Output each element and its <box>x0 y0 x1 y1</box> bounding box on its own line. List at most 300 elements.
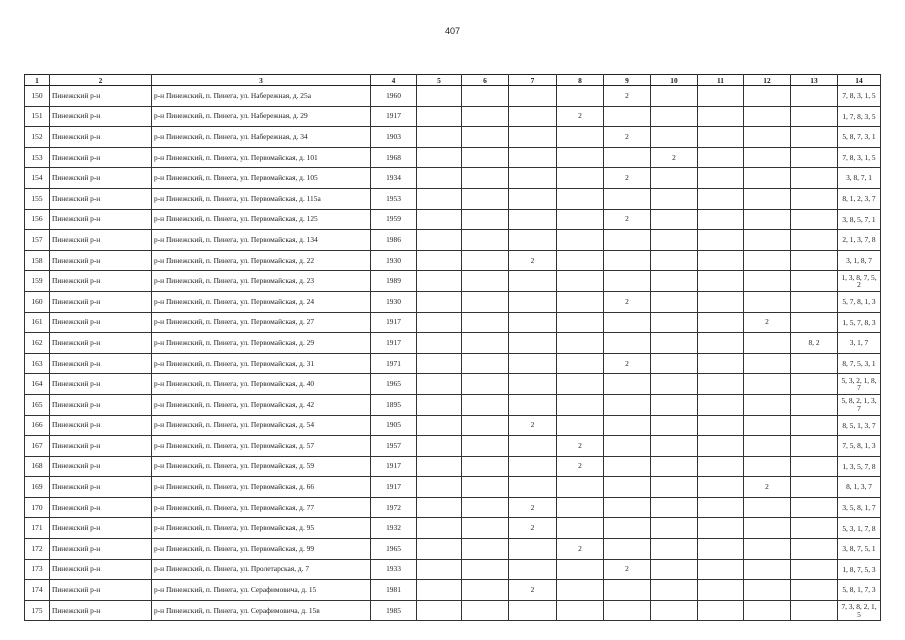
year-cell: 1917 <box>371 312 417 333</box>
mark-cell-col-8: 2 <box>557 456 604 477</box>
row-number: 160 <box>25 291 50 312</box>
mark-cell-col-8 <box>557 559 604 580</box>
mark-cell-col-11 <box>698 456 744 477</box>
mark-cell-col-8 <box>557 209 604 230</box>
mark-cell-col-13 <box>791 415 838 436</box>
mark-cell-col-8 <box>557 230 604 251</box>
address-cell: р-н Пинежский, п. Пинега, ул. Первомайская, д. 54 <box>152 415 371 436</box>
mark-cell-col-9 <box>604 456 651 477</box>
mark-cell-col-13 <box>791 518 838 539</box>
mark-cell-col-8 <box>557 374 604 395</box>
mark-cell-col-6 <box>462 456 509 477</box>
mark-cell-col-12 <box>744 353 791 374</box>
year-cell: 1917 <box>371 477 417 498</box>
mark-cell-col-6 <box>462 353 509 374</box>
mark-cell-col-11 <box>698 353 744 374</box>
district-cell: Пинежский р-н <box>50 559 152 580</box>
table-row <box>25 539 881 560</box>
table-row <box>25 271 881 292</box>
mark-cell-col-12 <box>744 559 791 580</box>
mark-cell-col-6 <box>462 209 509 230</box>
mark-cell-col-5 <box>417 539 462 560</box>
mark-cell-col-5 <box>417 600 462 621</box>
row-number: 150 <box>25 86 50 107</box>
table-row <box>25 147 881 168</box>
district-cell: Пинежский р-н <box>50 477 152 498</box>
mark-cell-col-6 <box>462 497 509 518</box>
mark-cell-col-5 <box>417 86 462 107</box>
table-row <box>25 456 881 477</box>
mark-cell-col-6 <box>462 374 509 395</box>
district-cell: Пинежский р-н <box>50 539 152 560</box>
mark-cell-col-7 <box>509 86 557 107</box>
row-number: 164 <box>25 374 50 395</box>
year-cell: 1930 <box>371 291 417 312</box>
mark-cell-col-10 <box>651 168 698 189</box>
list-cell: 3, 1, 8, 7 <box>838 250 881 271</box>
table-row <box>25 250 881 271</box>
row-number: 173 <box>25 559 50 580</box>
mark-cell-col-10 <box>651 271 698 292</box>
mark-cell-col-6 <box>462 271 509 292</box>
table-row <box>25 394 881 415</box>
address-cell: р-н Пинежский, п. Пинега, ул. Первомайская, д. 27 <box>152 312 371 333</box>
table-row <box>25 168 881 189</box>
list-cell: 1, 3, 8, 7, 5, 2 <box>838 271 881 292</box>
district-cell: Пинежский р-н <box>50 147 152 168</box>
column-header-7: 7 <box>509 75 557 86</box>
mark-cell-col-8: 2 <box>557 539 604 560</box>
mark-cell-col-9 <box>604 250 651 271</box>
data-table <box>24 74 881 621</box>
table-row <box>25 600 881 621</box>
district-cell: Пинежский р-н <box>50 333 152 354</box>
mark-cell-col-13 <box>791 250 838 271</box>
address-cell: р-н Пинежский, п. Пинега, ул. Первомайская, д. 95 <box>152 518 371 539</box>
mark-cell-col-5 <box>417 230 462 251</box>
year-cell: 1989 <box>371 271 417 292</box>
row-number: 153 <box>25 147 50 168</box>
district-cell: Пинежский р-н <box>50 415 152 436</box>
mark-cell-col-7 <box>509 147 557 168</box>
mark-cell-col-5 <box>417 127 462 148</box>
mark-cell-col-8 <box>557 333 604 354</box>
year-cell: 1968 <box>371 147 417 168</box>
mark-cell-col-7: 2 <box>509 250 557 271</box>
mark-cell-col-6 <box>462 168 509 189</box>
mark-cell-col-13 <box>791 456 838 477</box>
row-number: 154 <box>25 168 50 189</box>
mark-cell-col-5 <box>417 559 462 580</box>
mark-cell-col-13 <box>791 127 838 148</box>
mark-cell-col-11 <box>698 559 744 580</box>
mark-cell-col-13 <box>791 147 838 168</box>
mark-cell-col-8 <box>557 518 604 539</box>
year-cell: 1917 <box>371 106 417 127</box>
mark-cell-col-11 <box>698 539 744 560</box>
mark-cell-col-7: 2 <box>509 415 557 436</box>
mark-cell-col-12 <box>744 86 791 107</box>
address-cell: р-н Пинежский, п. Пинега, ул. Первомайская, д. 42 <box>152 394 371 415</box>
mark-cell-col-12 <box>744 497 791 518</box>
address-cell: р-н Пинежский, п. Пинега, ул. Первомайская, д. 125 <box>152 209 371 230</box>
year-cell: 1905 <box>371 415 417 436</box>
mark-cell-col-7: 2 <box>509 580 557 601</box>
mark-cell-col-6 <box>462 415 509 436</box>
mark-cell-col-13 <box>791 580 838 601</box>
table-row <box>25 209 881 230</box>
year-cell: 1972 <box>371 497 417 518</box>
mark-cell-col-8 <box>557 353 604 374</box>
table-row <box>25 333 881 354</box>
address-cell: р-н Пинежский, п. Пинега, ул. Первомайская, д. 24 <box>152 291 371 312</box>
mark-cell-col-12 <box>744 147 791 168</box>
row-number: 165 <box>25 394 50 415</box>
column-header-12: 12 <box>744 75 791 86</box>
mark-cell-col-12: 2 <box>744 312 791 333</box>
address-cell: р-н Пинежский, п. Пинега, ул. Серафимовича, д. 15 <box>152 580 371 601</box>
column-header-4: 4 <box>371 75 417 86</box>
mark-cell-col-7 <box>509 333 557 354</box>
mark-cell-col-11 <box>698 374 744 395</box>
mark-cell-col-13 <box>791 374 838 395</box>
mark-cell-col-6 <box>462 312 509 333</box>
mark-cell-col-10 <box>651 394 698 415</box>
table-row <box>25 312 881 333</box>
mark-cell-col-6 <box>462 539 509 560</box>
address-cell: р-н Пинежский, п. Пинега, ул. Первомайская, д. 57 <box>152 436 371 457</box>
address-cell: р-н Пинежский, п. Пинега, ул. Первомайская, д. 101 <box>152 147 371 168</box>
mark-cell-col-11 <box>698 230 744 251</box>
column-header-8: 8 <box>557 75 604 86</box>
mark-cell-col-5 <box>417 168 462 189</box>
mark-cell-col-5 <box>417 312 462 333</box>
mark-cell-col-6 <box>462 188 509 209</box>
mark-cell-col-13 <box>791 86 838 107</box>
district-cell: Пинежский р-н <box>50 518 152 539</box>
mark-cell-col-7 <box>509 539 557 560</box>
mark-cell-col-9 <box>604 518 651 539</box>
row-number: 163 <box>25 353 50 374</box>
column-header-9: 9 <box>604 75 651 86</box>
year-cell: 1986 <box>371 230 417 251</box>
mark-cell-col-12 <box>744 436 791 457</box>
mark-cell-col-7 <box>509 600 557 621</box>
row-number: 152 <box>25 127 50 148</box>
mark-cell-col-8 <box>557 415 604 436</box>
year-cell: 1934 <box>371 168 417 189</box>
mark-cell-col-9 <box>604 106 651 127</box>
year-cell: 1957 <box>371 436 417 457</box>
year-cell: 1959 <box>371 209 417 230</box>
mark-cell-col-5 <box>417 374 462 395</box>
mark-cell-col-12 <box>744 333 791 354</box>
mark-cell-col-11 <box>698 436 744 457</box>
district-cell: Пинежский р-н <box>50 353 152 374</box>
mark-cell-col-8 <box>557 580 604 601</box>
mark-cell-col-13 <box>791 312 838 333</box>
district-cell: Пинежский р-н <box>50 106 152 127</box>
year-cell: 1960 <box>371 86 417 107</box>
table-row <box>25 127 881 148</box>
row-number: 151 <box>25 106 50 127</box>
mark-cell-col-5 <box>417 353 462 374</box>
district-cell: Пинежский р-н <box>50 188 152 209</box>
mark-cell-col-12 <box>744 230 791 251</box>
column-header-14: 14 <box>838 75 881 86</box>
mark-cell-col-7 <box>509 436 557 457</box>
mark-cell-col-10 <box>651 312 698 333</box>
mark-cell-col-10 <box>651 86 698 107</box>
list-cell: 3, 8, 5, 7, 1 <box>838 209 881 230</box>
mark-cell-col-6 <box>462 518 509 539</box>
mark-cell-col-9 <box>604 580 651 601</box>
district-cell: Пинежский р-н <box>50 209 152 230</box>
mark-cell-col-12 <box>744 580 791 601</box>
address-cell: р-н Пинежский, п. Пинега, ул. Первомайская, д. 59 <box>152 456 371 477</box>
mark-cell-col-5 <box>417 188 462 209</box>
mark-cell-col-8: 2 <box>557 436 604 457</box>
mark-cell-col-13 <box>791 477 838 498</box>
year-cell: 1917 <box>371 456 417 477</box>
mark-cell-col-10 <box>651 333 698 354</box>
row-number: 157 <box>25 230 50 251</box>
mark-cell-col-5 <box>417 250 462 271</box>
year-cell: 1932 <box>371 518 417 539</box>
address-cell: р-н Пинежский, п. Пинега, ул. Первомайская, д. 77 <box>152 497 371 518</box>
mark-cell-col-9 <box>604 477 651 498</box>
mark-cell-col-9: 2 <box>604 209 651 230</box>
address-cell: р-н Пинежский, п. Пинега, ул. Первомайская, д. 99 <box>152 539 371 560</box>
mark-cell-col-12 <box>744 209 791 230</box>
mark-cell-col-6 <box>462 580 509 601</box>
mark-cell-col-10 <box>651 580 698 601</box>
mark-cell-col-11 <box>698 168 744 189</box>
list-cell: 7, 3, 8, 2, 1, 5 <box>838 600 881 621</box>
address-cell: р-н Пинежский, п. Пинега, ул. Первомайская, д. 66 <box>152 477 371 498</box>
address-cell: р-н Пинежский, п. Пинега, ул. Первомайская, д. 31 <box>152 353 371 374</box>
mark-cell-col-12 <box>744 456 791 477</box>
mark-cell-col-9 <box>604 539 651 560</box>
mark-cell-col-7 <box>509 477 557 498</box>
mark-cell-col-5 <box>417 333 462 354</box>
row-number: 169 <box>25 477 50 498</box>
row-number: 159 <box>25 271 50 292</box>
list-cell: 5, 3, 1, 7, 8 <box>838 518 881 539</box>
mark-cell-col-6 <box>462 147 509 168</box>
address-cell: р-н Пинежский, п. Пинега, ул. Серафимовича, д. 15в <box>152 600 371 621</box>
year-cell: 1903 <box>371 127 417 148</box>
mark-cell-col-13 <box>791 539 838 560</box>
district-cell: Пинежский р-н <box>50 230 152 251</box>
year-cell: 1985 <box>371 600 417 621</box>
mark-cell-col-10 <box>651 539 698 560</box>
year-cell: 1895 <box>371 394 417 415</box>
mark-cell-col-7 <box>509 230 557 251</box>
mark-cell-col-12 <box>744 518 791 539</box>
mark-cell-col-13 <box>791 436 838 457</box>
row-number: 170 <box>25 497 50 518</box>
column-header-3: 3 <box>152 75 371 86</box>
mark-cell-col-5 <box>417 456 462 477</box>
mark-cell-col-13: 8, 2 <box>791 333 838 354</box>
mark-cell-col-7: 2 <box>509 497 557 518</box>
mark-cell-col-5 <box>417 106 462 127</box>
district-cell: Пинежский р-н <box>50 312 152 333</box>
mark-cell-col-10 <box>651 353 698 374</box>
mark-cell-col-9: 2 <box>604 127 651 148</box>
year-cell: 1933 <box>371 559 417 580</box>
address-cell: р-н Пинежский, п. Пинега, ул. Набережная, д. 29 <box>152 106 371 127</box>
mark-cell-col-9 <box>604 497 651 518</box>
mark-cell-col-7 <box>509 394 557 415</box>
mark-cell-col-8 <box>557 291 604 312</box>
mark-cell-col-11 <box>698 394 744 415</box>
district-cell: Пинежский р-н <box>50 580 152 601</box>
mark-cell-col-10 <box>651 209 698 230</box>
row-number: 158 <box>25 250 50 271</box>
table-row <box>25 559 881 580</box>
district-cell: Пинежский р-н <box>50 271 152 292</box>
year-cell: 1971 <box>371 353 417 374</box>
mark-cell-col-10 <box>651 518 698 539</box>
mark-cell-col-5 <box>417 436 462 457</box>
header-row <box>25 75 881 86</box>
mark-cell-col-12 <box>744 374 791 395</box>
mark-cell-col-11 <box>698 477 744 498</box>
mark-cell-col-12 <box>744 291 791 312</box>
row-number: 175 <box>25 600 50 621</box>
mark-cell-col-9 <box>604 394 651 415</box>
mark-cell-col-12 <box>744 250 791 271</box>
table-row <box>25 497 881 518</box>
table-row <box>25 106 881 127</box>
mark-cell-col-6 <box>462 230 509 251</box>
row-number: 155 <box>25 188 50 209</box>
table-row <box>25 415 881 436</box>
mark-cell-col-6 <box>462 559 509 580</box>
district-cell: Пинежский р-н <box>50 127 152 148</box>
address-cell: р-н Пинежский, п. Пинега, ул. Набережная, д. 25а <box>152 86 371 107</box>
mark-cell-col-5 <box>417 291 462 312</box>
table-row <box>25 291 881 312</box>
mark-cell-col-12 <box>744 394 791 415</box>
mark-cell-col-6 <box>462 127 509 148</box>
mark-cell-col-7 <box>509 188 557 209</box>
mark-cell-col-12 <box>744 600 791 621</box>
list-cell: 8, 5, 1, 3, 7 <box>838 415 881 436</box>
mark-cell-col-9 <box>604 312 651 333</box>
mark-cell-col-9: 2 <box>604 291 651 312</box>
mark-cell-col-6 <box>462 333 509 354</box>
mark-cell-col-10 <box>651 477 698 498</box>
list-cell: 7, 5, 8, 1, 3 <box>838 436 881 457</box>
mark-cell-col-11 <box>698 518 744 539</box>
column-header-6: 6 <box>462 75 509 86</box>
mark-cell-col-6 <box>462 394 509 415</box>
list-cell: 5, 7, 8, 1, 3 <box>838 291 881 312</box>
list-cell: 3, 8, 7, 1 <box>838 168 881 189</box>
mark-cell-col-12 <box>744 168 791 189</box>
list-cell: 8, 1, 2, 3, 7 <box>838 188 881 209</box>
mark-cell-col-5 <box>417 518 462 539</box>
mark-cell-col-10 <box>651 436 698 457</box>
mark-cell-col-6 <box>462 600 509 621</box>
mark-cell-col-8 <box>557 497 604 518</box>
mark-cell-col-9: 2 <box>604 168 651 189</box>
table-row <box>25 230 881 251</box>
list-cell: 3, 5, 8, 1, 7 <box>838 497 881 518</box>
row-number: 171 <box>25 518 50 539</box>
address-cell: р-н Пинежский, п. Пинега, ул. Набережная, д. 34 <box>152 127 371 148</box>
mark-cell-col-9 <box>604 333 651 354</box>
mark-cell-col-13 <box>791 168 838 189</box>
address-cell: р-н Пинежский, п. Пинега, ул. Первомайская, д. 40 <box>152 374 371 395</box>
year-cell: 1953 <box>371 188 417 209</box>
list-cell: 1, 3, 5, 7, 8 <box>838 456 881 477</box>
table-row <box>25 518 881 539</box>
mark-cell-col-12 <box>744 539 791 560</box>
list-cell: 8, 7, 5, 3, 1 <box>838 353 881 374</box>
table-row <box>25 436 881 457</box>
list-cell: 1, 5, 7, 8, 3 <box>838 312 881 333</box>
mark-cell-col-10 <box>651 497 698 518</box>
mark-cell-col-6 <box>462 250 509 271</box>
mark-cell-col-7 <box>509 353 557 374</box>
row-number: 168 <box>25 456 50 477</box>
mark-cell-col-10 <box>651 456 698 477</box>
mark-cell-col-5 <box>417 415 462 436</box>
mark-cell-col-13 <box>791 559 838 580</box>
list-cell: 8, 1, 3, 7 <box>838 477 881 498</box>
mark-cell-col-5 <box>417 394 462 415</box>
mark-cell-col-11 <box>698 600 744 621</box>
year-cell: 1981 <box>371 580 417 601</box>
table-header <box>25 75 881 86</box>
column-header-1: 1 <box>25 75 50 86</box>
mark-cell-col-10 <box>651 250 698 271</box>
mark-cell-col-10 <box>651 127 698 148</box>
mark-cell-col-7 <box>509 106 557 127</box>
mark-cell-col-13 <box>791 497 838 518</box>
mark-cell-col-13 <box>791 209 838 230</box>
mark-cell-col-11 <box>698 86 744 107</box>
mark-cell-col-11 <box>698 291 744 312</box>
mark-cell-col-7 <box>509 456 557 477</box>
mark-cell-col-7 <box>509 559 557 580</box>
mark-cell-col-8 <box>557 312 604 333</box>
mark-cell-col-11 <box>698 147 744 168</box>
address-cell: р-н Пинежский, п. Пинега, ул. Первомайская, д. 29 <box>152 333 371 354</box>
list-cell: 5, 8, 1, 7, 3 <box>838 580 881 601</box>
mark-cell-col-6 <box>462 86 509 107</box>
row-number: 172 <box>25 539 50 560</box>
mark-cell-col-5 <box>417 497 462 518</box>
mark-cell-col-8 <box>557 168 604 189</box>
address-cell: р-н Пинежский, п. Пинега, ул. Первомайская, д. 134 <box>152 230 371 251</box>
mark-cell-col-12: 2 <box>744 477 791 498</box>
mark-cell-col-10: 2 <box>651 147 698 168</box>
mark-cell-col-10 <box>651 188 698 209</box>
address-cell: р-н Пинежский, п. Пинега, ул. Первомайская, д. 22 <box>152 250 371 271</box>
mark-cell-col-13 <box>791 291 838 312</box>
list-cell: 2, 1, 3, 7, 8 <box>838 230 881 251</box>
list-cell: 3, 8, 7, 5, 1 <box>838 539 881 560</box>
mark-cell-col-11 <box>698 250 744 271</box>
mark-cell-col-9 <box>604 230 651 251</box>
row-number: 156 <box>25 209 50 230</box>
mark-cell-col-8 <box>557 271 604 292</box>
